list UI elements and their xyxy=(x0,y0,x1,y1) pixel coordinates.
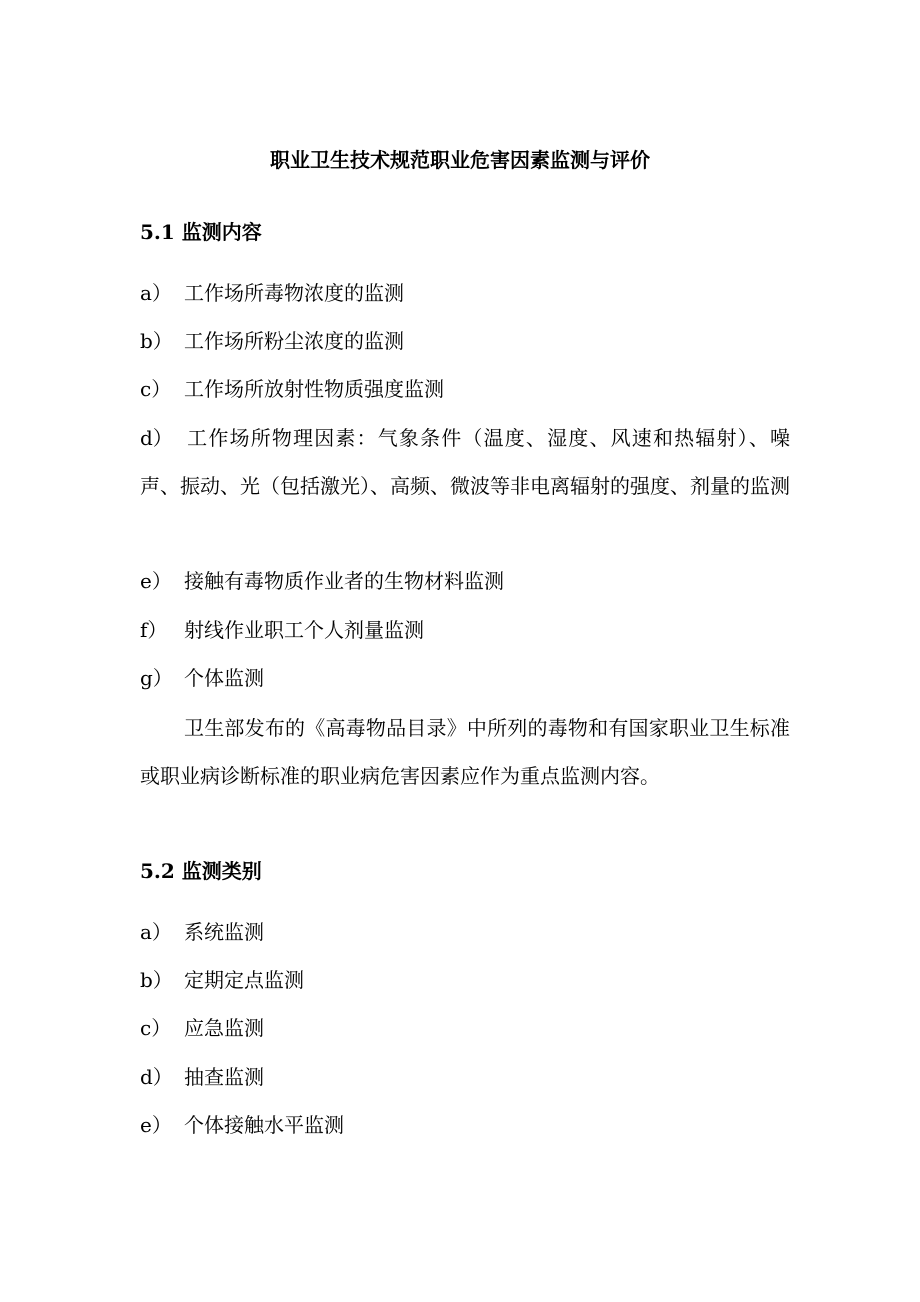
list-item-text: 定期定点监测 xyxy=(184,968,304,992)
list-marker: b） xyxy=(140,329,173,353)
list-item xyxy=(140,662,264,694)
document-title: 职业卫生技术规范职业危害因素监测与评价 xyxy=(270,148,650,172)
list-item xyxy=(140,1109,344,1141)
list-item xyxy=(140,1061,264,1093)
list-item xyxy=(140,964,304,996)
list-item xyxy=(140,325,404,357)
list-marker: b） xyxy=(140,968,173,992)
list-marker: f） xyxy=(140,618,168,642)
section-heading-monitoring-content: 5.1 监测内容 xyxy=(140,220,262,244)
list-item-text: 工作场所粉尘浓度的监测 xyxy=(184,329,404,353)
list-marker: c） xyxy=(140,1016,172,1040)
list-item-wrapped xyxy=(140,414,790,510)
list-marker: g） xyxy=(140,666,173,690)
list-item-text: 个体监测 xyxy=(184,666,264,690)
list-item-text: 抽查监测 xyxy=(184,1065,264,1089)
list-marker: e） xyxy=(140,1113,172,1137)
list-item-text: 射线作业职工个人剂量监测 xyxy=(184,618,424,642)
list-item-text: 工作场所毒物浓度的监测 xyxy=(184,281,404,305)
list-marker: e） xyxy=(140,569,172,593)
list-marker: d） xyxy=(140,1065,173,1089)
list-item xyxy=(140,565,504,597)
list-item xyxy=(140,916,264,948)
section-heading-monitoring-categories: 5.2 监测类别 xyxy=(140,859,262,883)
list-marker: a） xyxy=(140,281,172,305)
list-item xyxy=(140,614,424,646)
list-marker: c） xyxy=(140,377,172,401)
list-item-text: 工作场所放射性物质强度监测 xyxy=(184,377,444,401)
list-marker: d） xyxy=(140,426,173,450)
list-marker: a） xyxy=(140,920,172,944)
list-item xyxy=(140,373,444,405)
list-item-text: 工作场所物理因素：气象条件（温度、湿度、风速和热辐射）、噪声、振动、光（包括激光）、高频、微波等非电离辐射的强度、剂量的监测 xyxy=(140,426,790,498)
list-item-text: 接触有毒物质作业者的生物材料监测 xyxy=(184,569,504,593)
list-item xyxy=(140,277,404,309)
list-item-text: 应急监测 xyxy=(184,1016,264,1040)
list-item xyxy=(140,1012,264,1044)
list-item-text: 个体接触水平监测 xyxy=(184,1113,344,1137)
section-note: 卫生部发布的《高毒物品目录》中所列的毒物和有国家职业卫生标准或职业病诊断标准的职业病危害因素应作为重点监测内容。 xyxy=(140,716,790,788)
list-item-text: 系统监测 xyxy=(184,920,264,944)
